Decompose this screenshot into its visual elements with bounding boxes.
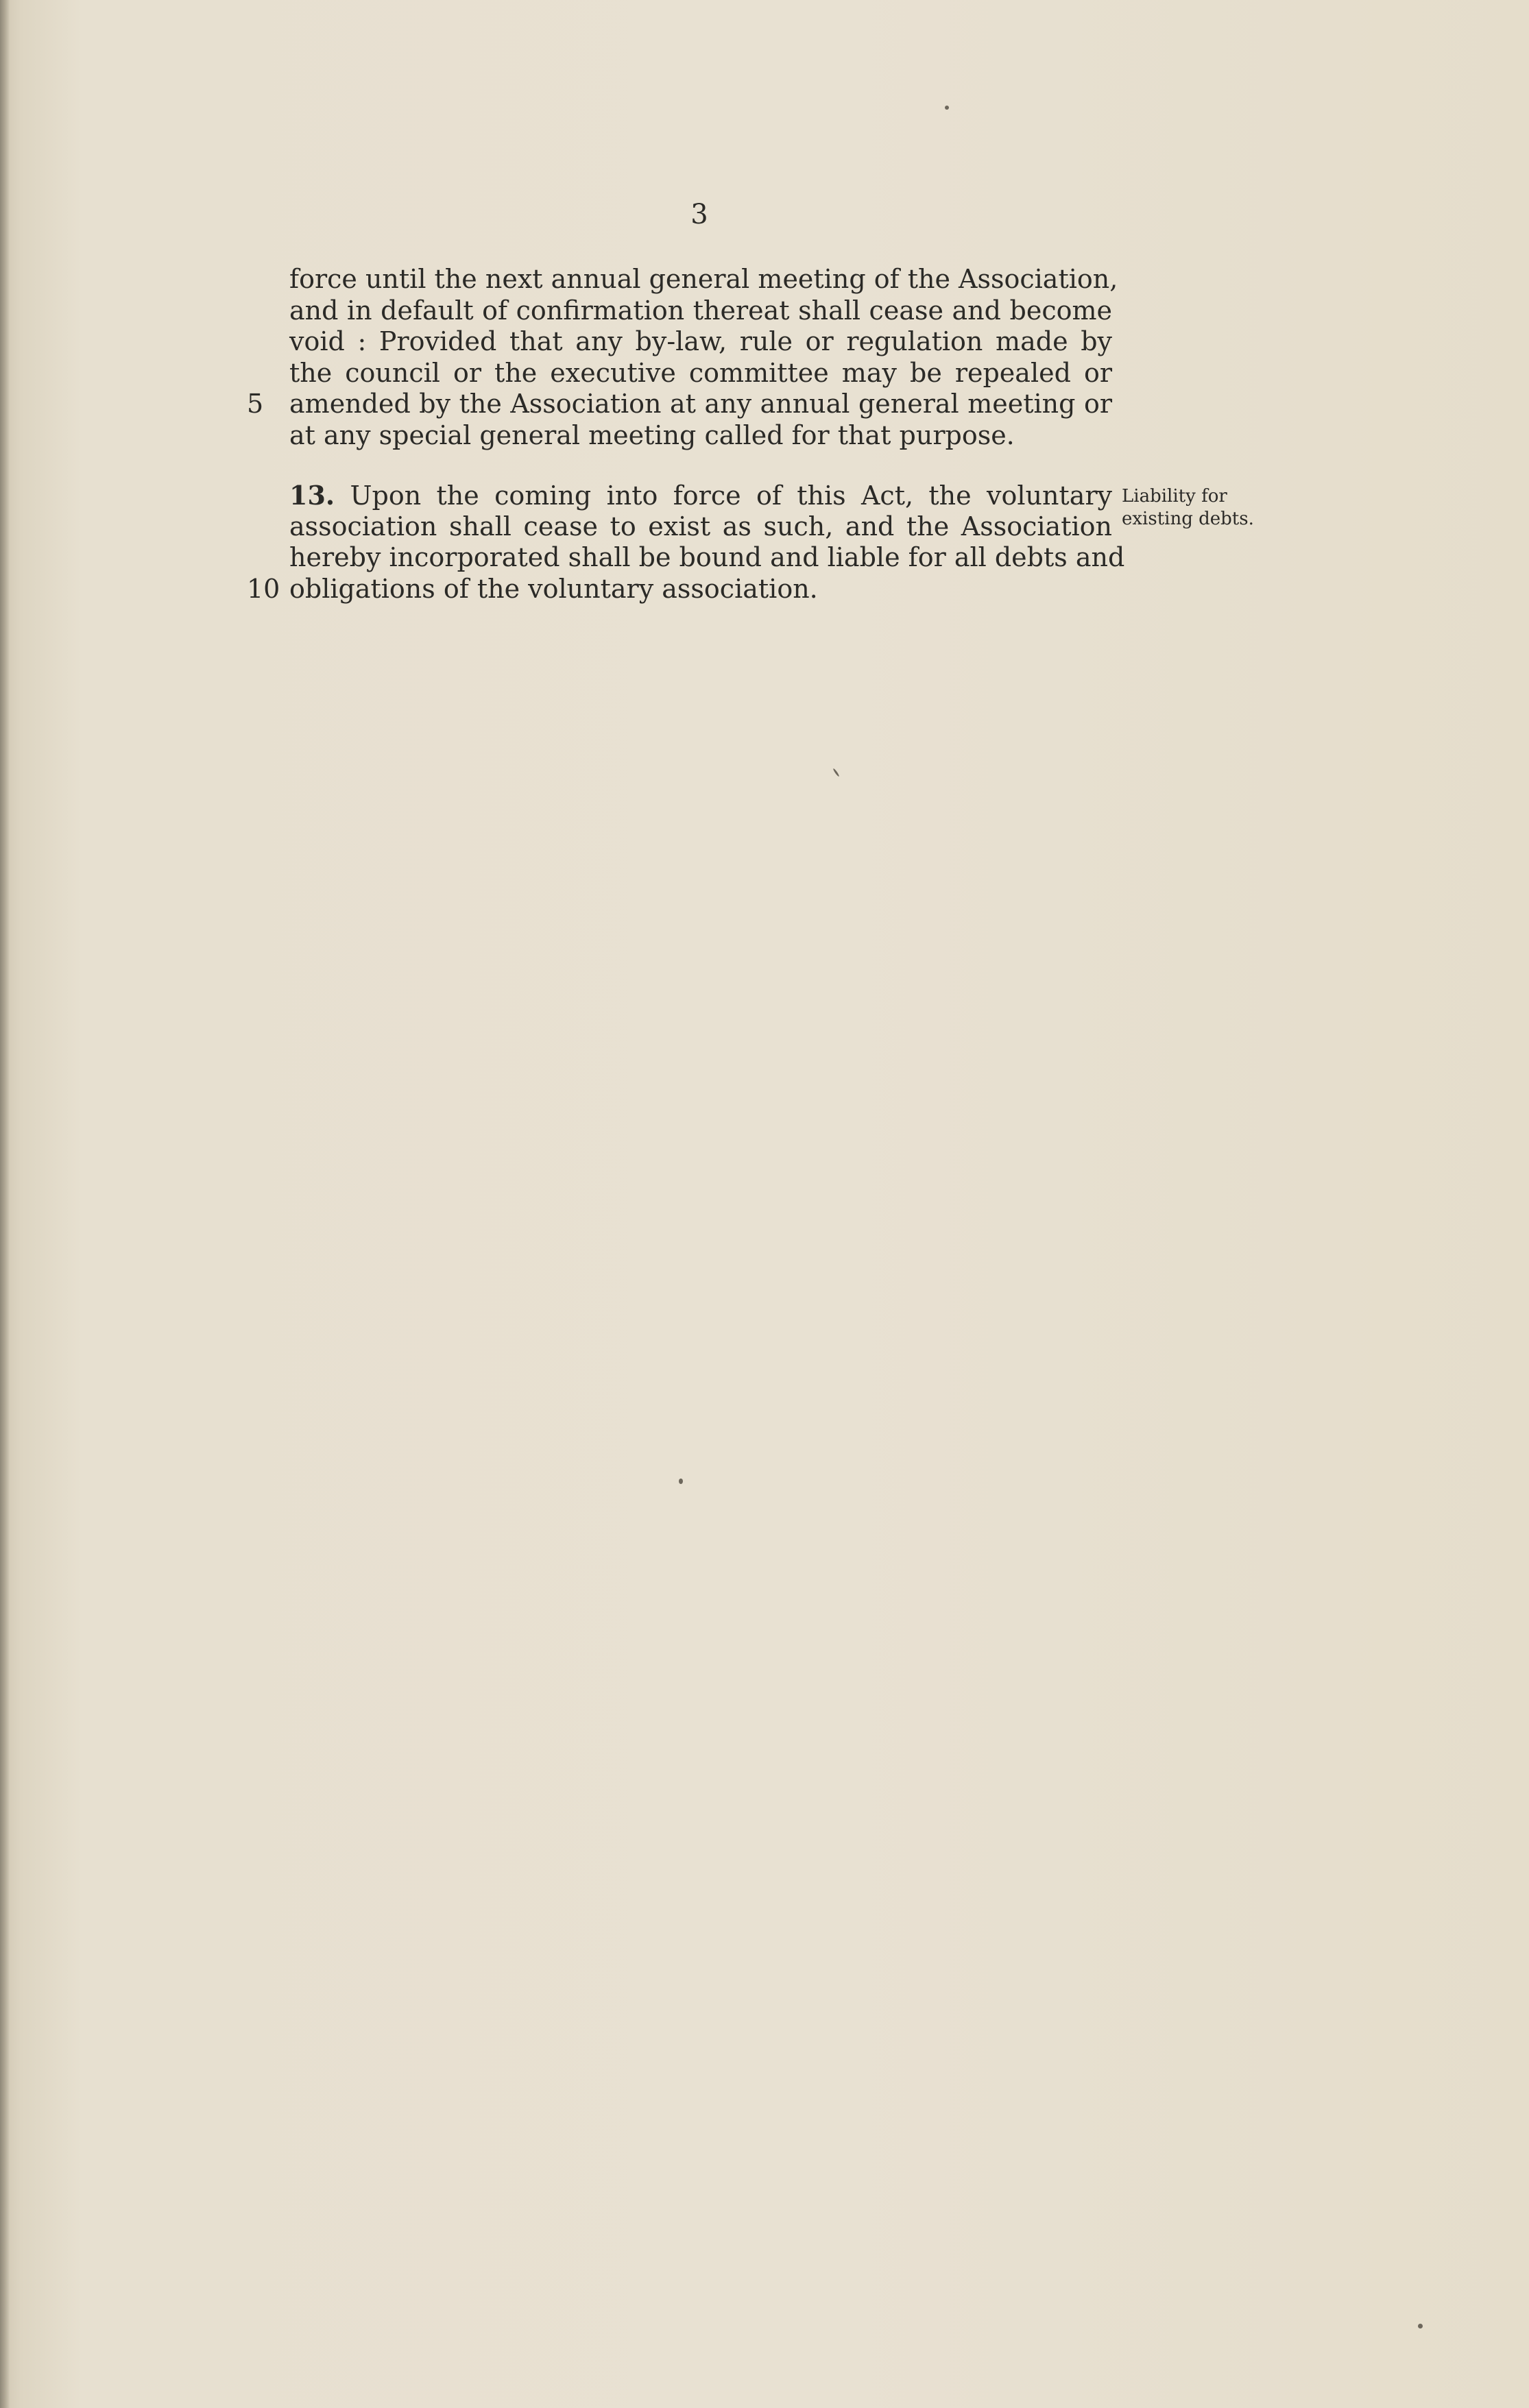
paper-speck	[945, 106, 949, 110]
page-number: 3	[690, 199, 708, 230]
margin-note-line: Liability for	[1122, 486, 1227, 507]
text-line-content: amended by the Association at any annual general meeting or	[289, 389, 1112, 419]
text-line-content: Upon the coming into force of this Act, the voluntary	[350, 481, 1112, 511]
text-line: force until the next annual general meeting of the Association,	[289, 264, 1118, 294]
margin-note-line: existing debts.	[1122, 509, 1254, 529]
line-number: 5	[247, 389, 264, 419]
text-line-5	[247, 389, 1112, 420]
paper-speck	[679, 1479, 683, 1484]
text-line: and in default of confirmation thereat shall cease and become	[289, 295, 1112, 326]
paper-speck	[832, 768, 839, 777]
paper-speck	[1418, 2324, 1423, 2328]
section-13	[247, 480, 1125, 605]
text-line-content: obligations of the voluntary association.	[289, 573, 818, 604]
section-13-first-line	[289, 480, 1112, 511]
text-line-10	[247, 573, 1112, 605]
page-spine-edge	[0, 0, 10, 2408]
text-line: the council or the executive committee may be repealed or	[289, 357, 1112, 388]
line-number: 10	[247, 573, 280, 604]
margin-note	[1122, 485, 1254, 531]
text-line: association shall cease to exist as such, and the Association	[289, 511, 1112, 542]
text-line: hereby incorporated shall be bound and liable for all debts and	[289, 542, 1125, 573]
text-line: void : Provided that any by-law, rule or regulation made by	[289, 326, 1112, 357]
paragraph-continuation	[247, 264, 1118, 452]
section-number: 13.	[289, 480, 335, 511]
text-line: at any special general meeting called for that purpose.	[289, 419, 1015, 450]
